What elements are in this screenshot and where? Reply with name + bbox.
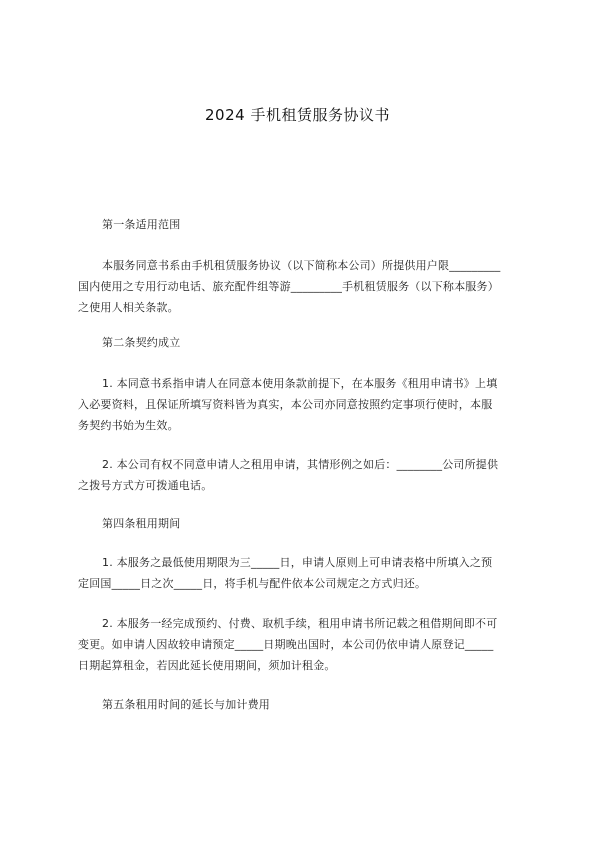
paragraph-line: 1. 本同意书系指申请人在同意本使用条款前提下，在本服务《租用申请书》上填 bbox=[102, 377, 498, 390]
section-heading-1: 第一条适用范围 bbox=[102, 218, 181, 231]
section-heading-4: 第四条租用期间 bbox=[102, 517, 181, 530]
paragraph-line: 1. 本服务之最低使用期限为三_____日，申请人原则上可申请表格中所填入之预 bbox=[102, 556, 493, 569]
paragraph-line: 务契约书始为生效。 bbox=[78, 419, 179, 432]
section-2-paragraph-2 bbox=[78, 454, 525, 496]
section-4-paragraph-2 bbox=[78, 613, 525, 676]
paragraph-line: 之使用人相关条款。 bbox=[78, 301, 179, 314]
paragraph-line: 定回国_____日之次_____日，将手机与配件依本公司规定之方式归还。 bbox=[78, 577, 427, 590]
section-2-paragraph-1 bbox=[78, 373, 525, 436]
section-4-paragraph-1 bbox=[78, 552, 525, 594]
paragraph-line: 本服务同意书系由手机租赁服务协议（以下简称本公司）所提供用户限_________ bbox=[102, 259, 501, 272]
section-heading-5: 第五条租用时间的延长与加计费用 bbox=[102, 698, 270, 711]
paragraph-line: 变更。如申请人因故较申请预定_____日期晚出国时，本公司仍依申请人原登记_____ bbox=[78, 638, 494, 651]
paragraph-line: 入必要资料，且保证所填写资料皆为真实，本公司亦同意按照约定事项行使时，本服 bbox=[78, 398, 493, 411]
paragraph-line: 2. 本服务一经完成预约、付费、取机手续，租用申请书所记载之租借期间即不可 bbox=[102, 617, 498, 630]
section-heading-2: 第二条契约成立 bbox=[102, 336, 181, 349]
paragraph-line: 之拨号方式方可拨通电话。 bbox=[78, 479, 213, 492]
document-title: 2024 手机租赁服务协议书 bbox=[205, 106, 390, 124]
paragraph-line: 日期起算租金，若因此延长使用期间，须加计租金。 bbox=[78, 659, 336, 672]
paragraph-line: 2. 本公司有权不同意申请人之租用申请，其情形例之如后：________公司所提供 bbox=[102, 458, 499, 471]
section-1-paragraph-1 bbox=[78, 255, 525, 318]
paragraph-line: 国内使用之专用行动电话、旅充配件组等游_________手机租赁服务（以下称本服务） bbox=[78, 280, 499, 293]
